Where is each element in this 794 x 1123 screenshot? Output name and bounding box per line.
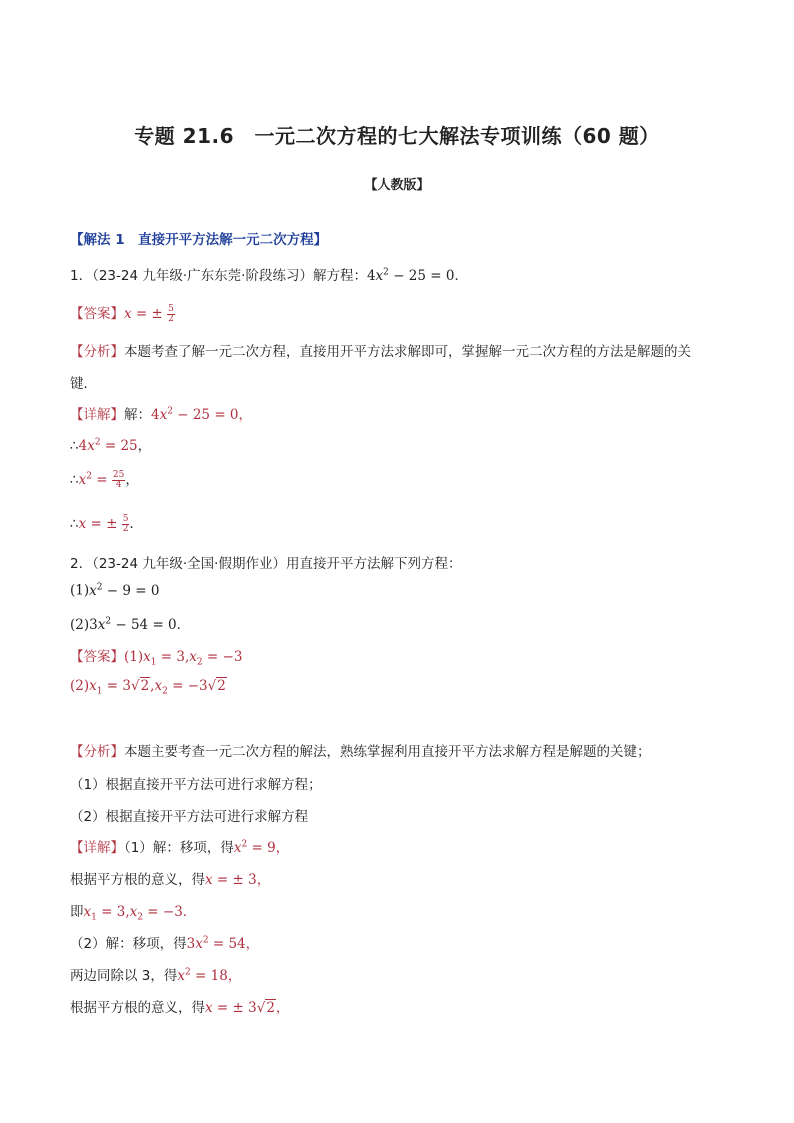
hint-2: （2）根据直接开平方法可进行求解方程 [70,809,309,825]
detail-2: 【详解】（1）解：移项，得$x^2 = 9$， [70,839,290,856]
detail-text: 两边同除以 3，得 [70,968,178,984]
detail-text: 根据平方根的意义，得 [70,1000,205,1016]
answer-1 [70,302,175,324]
question-source: （23-24 九年级·全国·假期作业） [92,556,286,572]
detail-2-line-2: 根据平方根的意义，得x = ± 3， [70,872,271,888]
question-2-part-2: $(2)3x^2 - 54 = 0$． [70,616,191,633]
detail-text: 根据平方根的意义，得 [70,872,205,888]
answer-2-part-2: $(2)x_1 = 3√2,x_2 = -3√2$ [70,678,226,697]
question-2-part-1: $(1)x^2 - 9 = 0$ [70,582,160,599]
analysis-text: 本题考查了解一元二次方程，直接用开平方法求解即可，掌握解一元二次方程的方法是解题的关 [124,344,691,360]
step-1: $4x^2 - 25 = 0$， [151,406,253,423]
answer-2: 【答案】$(1)x_1 = 3,x_2 = -3$ [70,649,243,668]
question-source: （23-24 九年级·广东东莞·阶段练习） [92,268,313,284]
analysis-1 [70,340,691,360]
question-prompt: 用直接开平方法解下列方程： [285,556,462,572]
question-2 [70,552,461,572]
hint-1: （1）根据直接开平方法可进行求解方程； [70,777,322,793]
detail-text: （1）解：移项，得 [124,840,234,856]
detail-prefix: 解： [124,407,151,423]
question-prompt: 解方程： [312,268,367,284]
detail-2-line-3: 即$x_1 = 3,x_2 = -3$． [70,904,197,923]
question-1 [70,264,468,284]
question-number: 1． [70,268,93,284]
step-3: $\therefore x^2$ = $\frac{25}{4}$ ， [70,470,139,490]
punct: ． [454,268,468,284]
answer-label: 【答案】 [70,649,124,665]
section-heading: 【解法 1 直接开平方法解一元二次方程】 [70,232,328,248]
page-title: 专题 21.6 一元二次方程的七大解法专项训练（60 题） [134,124,660,148]
detail-2-line-6: 根据平方根的意义，得x = ± 3√2， [70,1000,290,1016]
analysis-label: 【分析】 [70,744,124,760]
detail-label: 【详解】 [70,407,124,423]
detail-text: （2）解：移项，得 [70,936,187,952]
step-2: $\therefore 4x^2 = 25$， [70,437,152,454]
question-number: 2． [70,556,93,572]
analysis-2 [70,740,651,760]
equation: $4x^2 - 25 = 0$ [366,267,455,284]
step-4: ∴x = ± $\frac{5}{2}$ ． [70,514,143,534]
detail-2-line-5: 两边同除以 3，得$x^2 = 18$， [70,967,242,984]
analysis-label: 【分析】 [70,344,124,360]
answer-math: x = ± $\frac{5}{2}$ [124,304,174,324]
detail-2-line-4: （2）解：移项，得$3x^2 = 54$， [70,935,260,952]
detail-text: 即 [70,904,84,920]
answer-label: 【答案】 [70,306,124,322]
detail-1 [70,403,252,423]
analysis-text: 本题主要考查一元二次方程的解法，熟练掌握利用直接开平方法求解方程是解题的关键； [124,744,651,760]
page-subtitle: 【人教版】 [364,178,430,193]
analysis-1-cont: 键． [70,376,97,392]
detail-label: 【详解】 [70,840,124,856]
